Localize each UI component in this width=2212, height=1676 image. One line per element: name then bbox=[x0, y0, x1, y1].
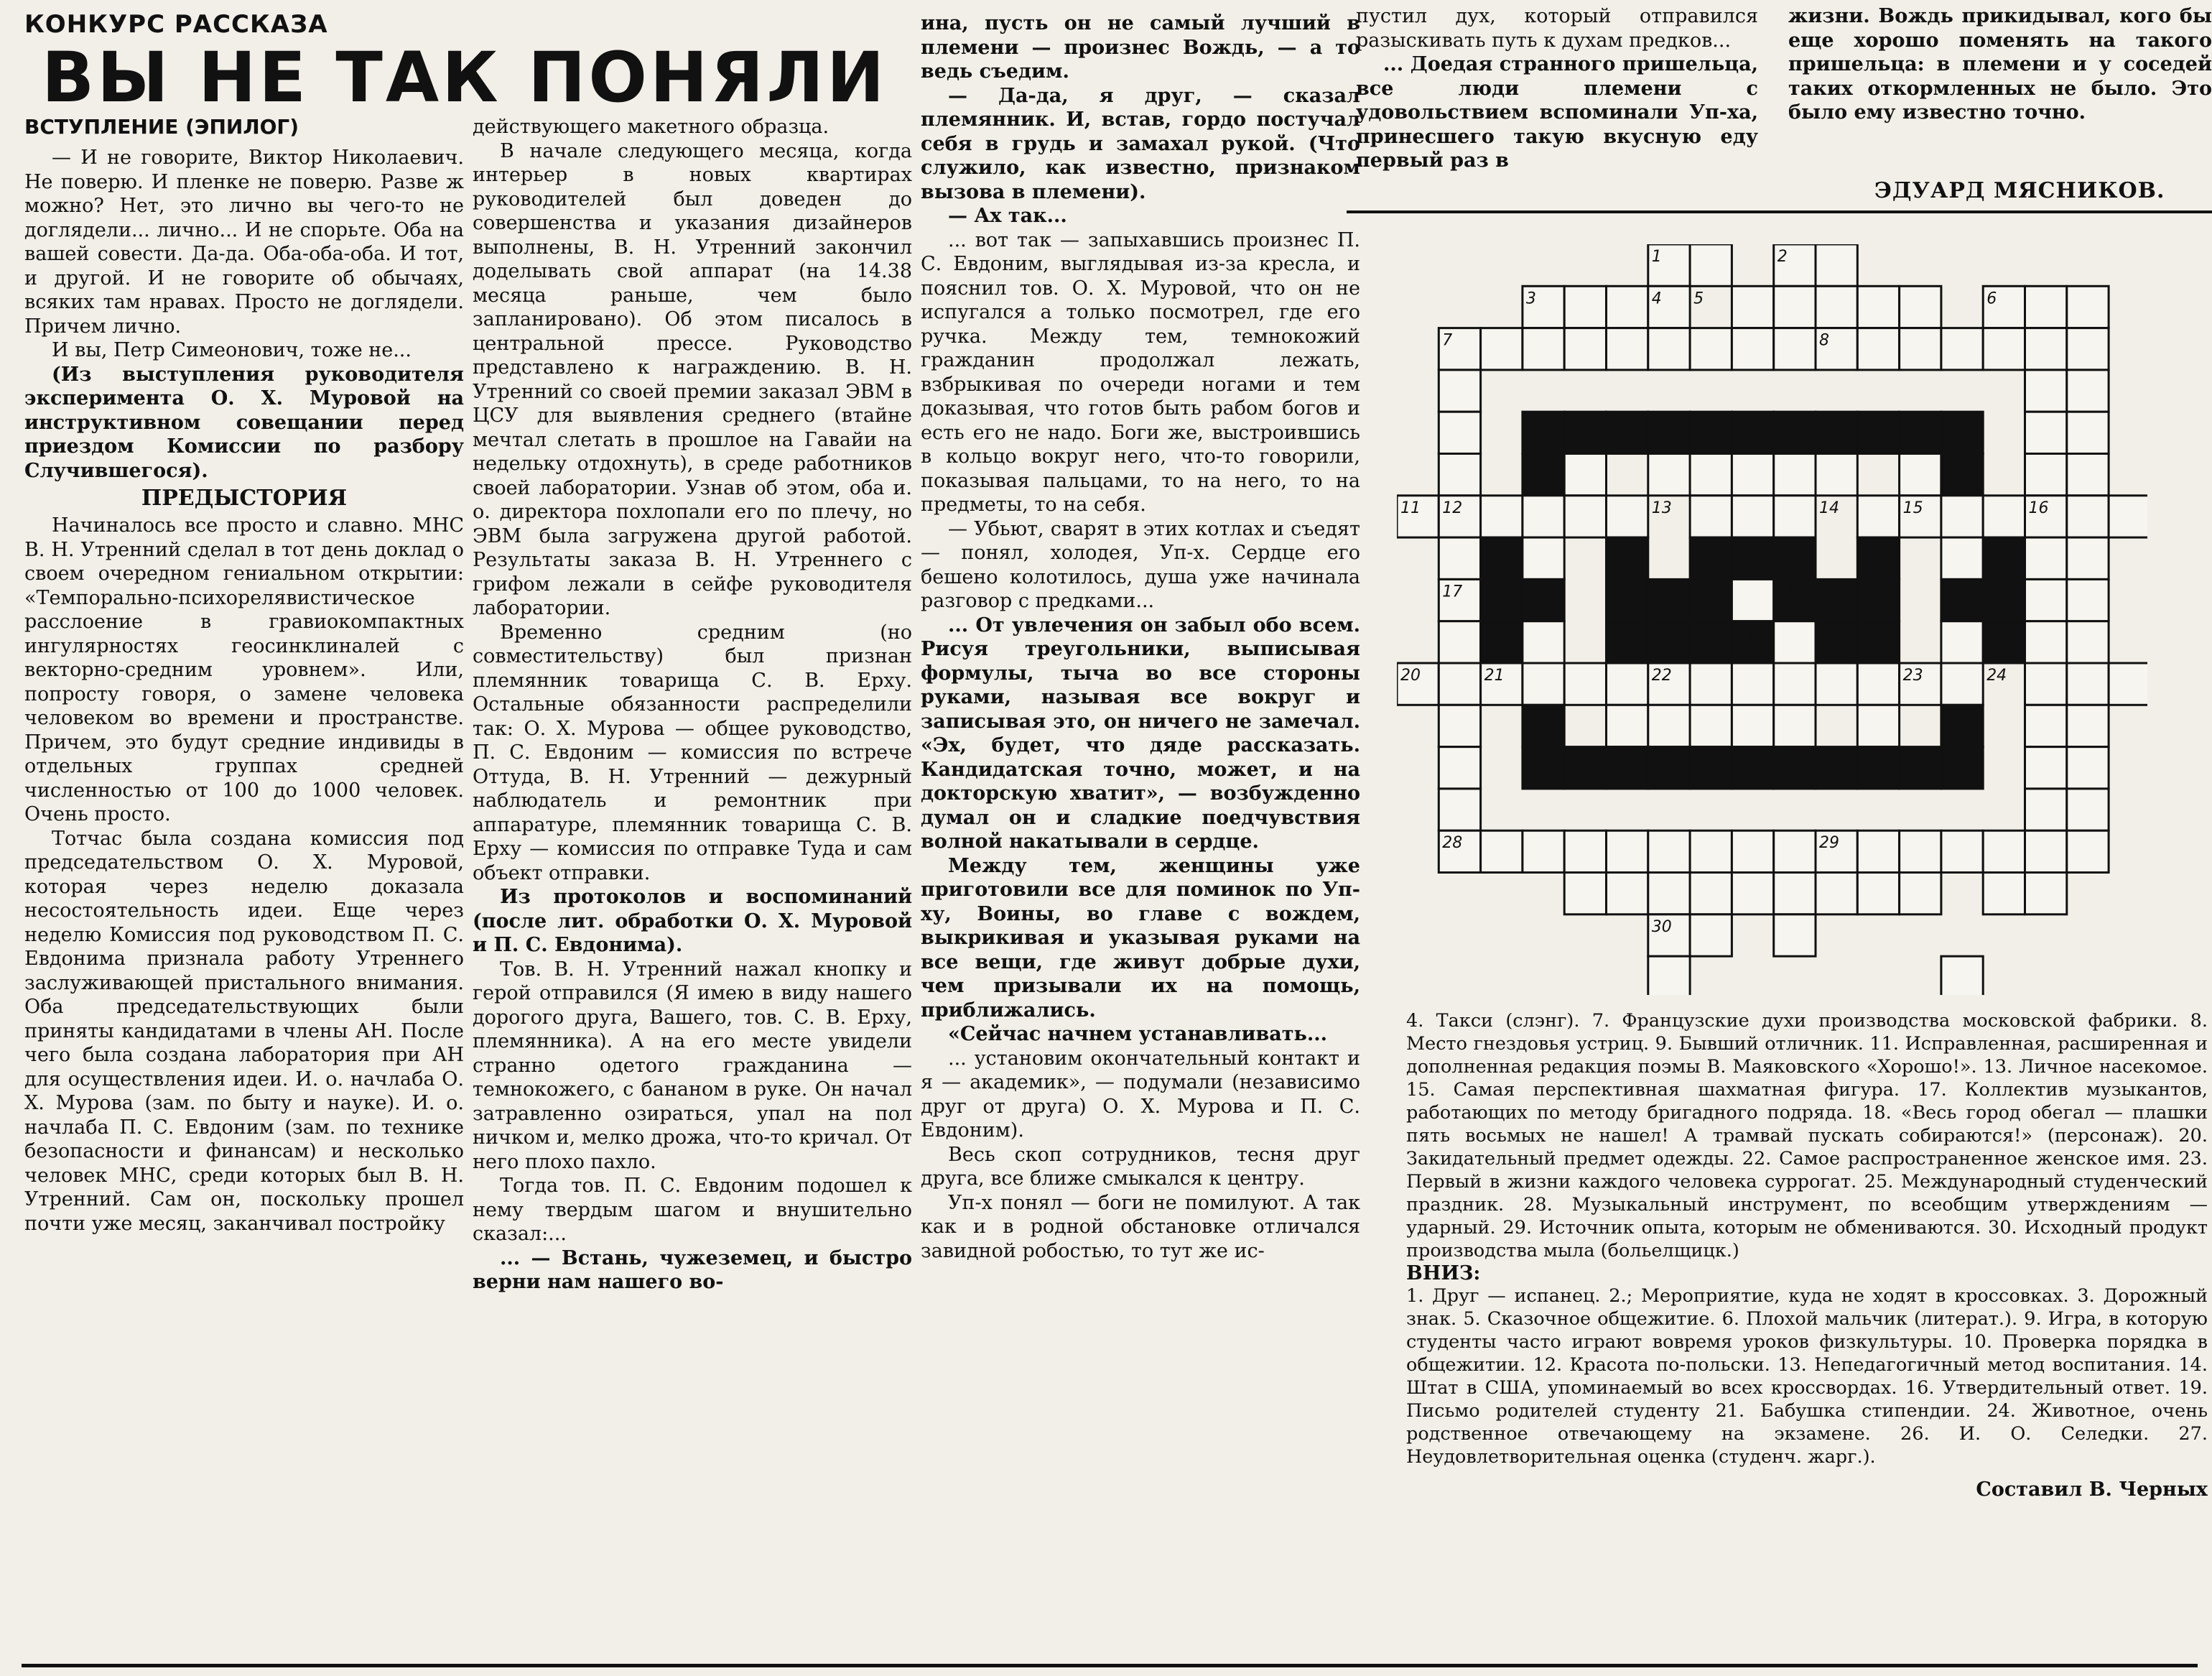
white-cell[interactable] bbox=[1732, 496, 1773, 537]
story-column-1 bbox=[24, 115, 464, 1659]
white-cell[interactable] bbox=[1900, 873, 1941, 915]
white-cell[interactable] bbox=[1523, 537, 1564, 579]
black-cell bbox=[1732, 412, 1773, 453]
white-cell[interactable] bbox=[2067, 747, 2109, 789]
white-cell[interactable] bbox=[1774, 621, 1816, 663]
cell-number: 30 bbox=[1651, 917, 1672, 936]
black-cell bbox=[1690, 579, 1732, 621]
cell-number: 13 bbox=[1651, 499, 1672, 517]
white-cell[interactable] bbox=[1983, 873, 2025, 915]
paragraph: Между тем, женщины уже приготовили все для поминок по Уп-ху, Воины, во главе с вождем, выкрикивая и указывая руками на все вещи, где живут добрые духи, чем призывали их на помощь, приближались. bbox=[921, 854, 1360, 1022]
black-cell bbox=[1607, 412, 1648, 453]
white-cell[interactable] bbox=[1690, 873, 1732, 915]
white-cell[interactable] bbox=[1983, 830, 2025, 872]
white-cell[interactable] bbox=[1941, 956, 1983, 995]
author-signature: ЭДУАРД МЯСНИКОВ. bbox=[1874, 178, 2165, 203]
white-cell[interactable] bbox=[1690, 454, 1732, 496]
cell-number: 28 bbox=[1442, 834, 1463, 853]
white-cell[interactable] bbox=[2025, 286, 2067, 328]
white-cell[interactable] bbox=[1607, 873, 1648, 915]
white-cell[interactable] bbox=[2025, 789, 2067, 830]
white-cell[interactable] bbox=[1857, 328, 1899, 370]
white-cell[interactable] bbox=[2067, 328, 2109, 370]
white-cell[interactable] bbox=[2067, 789, 2109, 830]
cell-number: 16 bbox=[2028, 499, 2049, 517]
white-cell[interactable] bbox=[1481, 496, 1523, 537]
white-cell[interactable] bbox=[1523, 663, 1564, 705]
source-note: (Из выступления руководителя эксперимента О. Х. Муровой на инструктивном совещании перед приездом Комиссии по разбору Случившегося). bbox=[24, 363, 464, 482]
white-cell[interactable] bbox=[2067, 830, 2109, 872]
black-cell bbox=[1690, 747, 1732, 789]
white-cell[interactable] bbox=[1564, 873, 1606, 915]
white-cell[interactable] bbox=[1774, 873, 1816, 915]
white-cell[interactable] bbox=[1607, 286, 1648, 328]
cell-number: 7 bbox=[1442, 331, 1453, 350]
white-cell[interactable] bbox=[1607, 705, 1648, 746]
white-cell[interactable] bbox=[1774, 915, 1816, 956]
paragraph: Тогда тов. П. С. Евдоним подошел к нему твердым шагом и внушительно сказал:... bbox=[473, 1175, 912, 1245]
white-cell[interactable] bbox=[2067, 579, 2109, 621]
cell-number: 24 bbox=[1986, 667, 2007, 685]
cell-number: 10 bbox=[1902, 415, 1923, 434]
white-cell[interactable] bbox=[1648, 830, 1690, 872]
white-cell[interactable] bbox=[1648, 705, 1690, 746]
white-cell[interactable] bbox=[1732, 286, 1773, 328]
cell-number: 5 bbox=[1693, 290, 1704, 308]
black-cell bbox=[1523, 412, 1564, 453]
headline: ВЫ НЕ ТАК ПОНЯЛИ bbox=[42, 37, 888, 118]
white-cell[interactable] bbox=[2025, 747, 2067, 789]
black-cell bbox=[1690, 537, 1732, 579]
black-cell bbox=[1607, 747, 1648, 789]
white-cell[interactable] bbox=[1481, 830, 1523, 872]
cell-number: 25 bbox=[1568, 750, 1589, 769]
white-cell[interactable] bbox=[1690, 915, 1732, 956]
white-cell[interactable] bbox=[1857, 873, 1899, 915]
black-cell bbox=[1857, 579, 1899, 621]
white-cell[interactable] bbox=[1857, 830, 1899, 872]
white-cell[interactable] bbox=[1648, 454, 1690, 496]
white-cell[interactable] bbox=[1439, 454, 1480, 496]
white-cell[interactable] bbox=[2067, 286, 2109, 328]
bottom-rule bbox=[22, 1664, 2198, 1667]
white-cell[interactable] bbox=[2109, 663, 2147, 705]
cell-number: 15 bbox=[1902, 499, 1923, 517]
white-cell[interactable] bbox=[1439, 789, 1480, 830]
cell-number: 18 bbox=[1777, 583, 1798, 601]
white-cell[interactable] bbox=[1523, 621, 1564, 663]
black-cell bbox=[1816, 412, 1857, 453]
crossword-grid bbox=[1397, 244, 2147, 995]
cell-number: 22 bbox=[1651, 667, 1672, 685]
white-cell[interactable] bbox=[1732, 830, 1773, 872]
white-cell[interactable] bbox=[1607, 496, 1648, 537]
black-cell bbox=[1523, 705, 1564, 746]
white-cell[interactable] bbox=[2025, 412, 2067, 453]
white-cell[interactable] bbox=[1900, 328, 1941, 370]
black-cell bbox=[1983, 537, 2025, 579]
black-cell bbox=[1607, 621, 1648, 663]
cell-number: 23 bbox=[1902, 667, 1923, 685]
white-cell[interactable] bbox=[1941, 496, 1983, 537]
white-cell[interactable] bbox=[2067, 537, 2109, 579]
horizontal-rule bbox=[1347, 210, 2212, 213]
paragraph: ина, пусть он не самый лучший в племени — произнес Вождь, — а то ведь съедим. bbox=[921, 12, 1360, 83]
story-column-5 bbox=[1788, 4, 2212, 155]
white-cell[interactable] bbox=[1690, 663, 1732, 705]
white-cell[interactable] bbox=[2025, 328, 2067, 370]
white-cell[interactable] bbox=[1983, 328, 2025, 370]
black-cell bbox=[1523, 579, 1564, 621]
paragraph: Весь скоп сотрудников, тесня друг друга, все ближе смыкался к центру. bbox=[921, 1143, 1360, 1190]
white-cell[interactable] bbox=[2067, 621, 2109, 663]
white-cell[interactable] bbox=[1648, 956, 1690, 995]
cell-number: 20 bbox=[1400, 667, 1421, 685]
black-cell bbox=[1941, 579, 1983, 621]
paragraph: Тов. В. Н. Утренний нажал кнопку и герой отправился (Я имею в виду нашего дорогого друга, Вашего, тов. С. В. Ерху, племянника). А на его месте увидели странно одетого гражданина — темнокожего, с бананом в руке. Он начал затравленно озираться, упал на пол ничком и, мелко дрожа, что-то кричал. От него плохо пахло. bbox=[473, 958, 912, 1173]
clues-down-heading: ВНИЗ: bbox=[1406, 1262, 1481, 1284]
cell-number: 9 bbox=[1568, 415, 1579, 434]
black-cell bbox=[1481, 537, 1523, 579]
paragraph: — И не говорите, Виктор Николаевич. Не поверю. И пленке не поверю. Разве ж можно? Нет, это лично вы чего-то не доглядели... лично... И не спорьте. Оба на вашей совести. Да-да. Оба-оба-оба. И тот, и другой. И не говорите об обычаях, всяких там нравах. Просто не доглядели. Причем лично. bbox=[24, 147, 464, 338]
black-cell bbox=[1983, 621, 2025, 663]
white-cell[interactable] bbox=[2067, 663, 2109, 705]
white-cell[interactable] bbox=[1523, 328, 1564, 370]
white-cell[interactable] bbox=[1941, 663, 1983, 705]
white-cell[interactable] bbox=[1564, 663, 1606, 705]
white-cell[interactable] bbox=[2025, 663, 2067, 705]
black-cell bbox=[1523, 454, 1564, 496]
crossword-clues bbox=[1406, 1009, 2208, 1663]
black-cell bbox=[1481, 579, 1523, 621]
white-cell[interactable] bbox=[1941, 328, 1983, 370]
black-cell bbox=[1941, 412, 1983, 453]
white-cell[interactable] bbox=[1816, 663, 1857, 705]
white-cell[interactable] bbox=[1941, 830, 1983, 872]
paragraph: жизни. Вождь прикидывал, кого бы еще хорошо поменять на такого пришельца: в племени и у соседей таких откормленных не было. Это было ему известно точно. bbox=[1788, 5, 2212, 124]
black-cell bbox=[1857, 747, 1899, 789]
paragraph: И вы, Петр Симеонович, тоже не... bbox=[52, 339, 412, 361]
cell-number: 14 bbox=[1819, 499, 1839, 517]
white-cell[interactable] bbox=[1774, 286, 1816, 328]
white-cell[interactable] bbox=[2067, 370, 2109, 412]
paragraph: ... — Встань, чужеземец, и быстро верни нам нашего во- bbox=[473, 1246, 912, 1293]
black-cell bbox=[1857, 537, 1899, 579]
white-cell[interactable] bbox=[2025, 830, 2067, 872]
white-cell[interactable] bbox=[1900, 286, 1941, 328]
white-cell[interactable] bbox=[1732, 873, 1773, 915]
black-cell bbox=[1607, 579, 1648, 621]
white-cell[interactable] bbox=[1732, 328, 1773, 370]
clues-across: 4. Такси (слэнг). 7. Французские духи производства московской фабрики. 8. Место гнездовья устриц. 9. Бывший отличник. 11. Исправленная, расширенная и дополненная редакция поэмы В. Маяковского «Хорошо!». 13. Личное насекомое. 15. Самая перспективная шахматная фигура. 17. Коллектив музыкантов, работающих по методу бригадного подряда. 18. «Весь город обегал — плашки пять восьмых не нашел! А трамвай пускать собираются!» (персонаж). 20. Закидательный предмет одежды. 22. Самое распространенное женское имя. 23. Первый в жизни каждого человека суррогат. 25. Международный студенческий праздник. 28. Музыкальный инструмент, по всеобщим утверждениям — ударный. 29. Источник опыта, которым не обмениваются. 30. Исходный продукт производства мыла (больелщицк.) bbox=[1406, 1010, 2208, 1261]
white-cell[interactable] bbox=[1439, 705, 1480, 746]
black-cell bbox=[1648, 621, 1690, 663]
paragraph: действующего макетного образца. bbox=[473, 116, 830, 138]
white-cell[interactable] bbox=[1857, 663, 1899, 705]
cell-number: 27 bbox=[1819, 750, 1839, 769]
black-cell bbox=[1983, 579, 2025, 621]
white-cell[interactable] bbox=[2067, 412, 2109, 453]
compiler-signature: Составил В. Черных bbox=[1976, 1478, 2208, 1501]
white-cell[interactable] bbox=[1690, 244, 1732, 286]
black-cell bbox=[1857, 412, 1899, 453]
white-cell[interactable] bbox=[1607, 328, 1648, 370]
white-cell[interactable] bbox=[1816, 286, 1857, 328]
paragraph: ... От увлечения он забыл обо всем. Рисуя треугольники, выписывая формулы, тыча во все стороны руками, называя все вокруг и записывая это, он ничего не замечал. «Эх, будет, что дяде рассказать. Кандидатская точно, может, и на докторскую хватит», — возбужденно думал он и сладкие поедчувствия волной накатывали в сердце. bbox=[921, 614, 1360, 853]
white-cell[interactable] bbox=[2025, 705, 2067, 746]
intro-heading: ВСТУПЛЕНИЕ (ЭПИЛОГ) bbox=[24, 115, 299, 139]
white-cell[interactable] bbox=[1857, 286, 1899, 328]
white-cell[interactable] bbox=[1732, 579, 1773, 621]
cell-number: 21 bbox=[1484, 667, 1505, 685]
black-cell bbox=[1648, 412, 1690, 453]
white-cell[interactable] bbox=[1774, 705, 1816, 746]
white-cell[interactable] bbox=[1941, 537, 1983, 579]
white-cell[interactable] bbox=[1690, 496, 1732, 537]
black-cell bbox=[1900, 747, 1941, 789]
paragraph: В начале следующего месяца, когда интерьер в новых квартирах руководителей был доведен до совершенства и указания дизайнеров выполнены, В. Н. Утренний закончил доделывать свой аппарат (на 14.38 месяца раньше, чем было запланировано). Об этом писалось в центральной прессе. Руководство представлено к награждению. В. Н. Утренний со своей премии заказал ЭВМ в ЦСУ для выявления среднего (втайне мечтал слетать в прошлое на Гавайи на недельку отдохнуть), в среде работников своей лаборатории. Узнав об этом, оба и. о. директора похлопали его по плечу, но ЭВМ была загружена другой работой. Результаты заказа В. Н. Утреннего с грифом лежали в сейфе руководителя лаборатории. bbox=[473, 139, 912, 619]
black-cell bbox=[1732, 747, 1773, 789]
paragraph: пустил дух, который отправился разыскивать путь к духам предков... bbox=[1356, 5, 1758, 52]
paragraph: ... установим окончательный контакт и я — академик», — подумали (независимо друг от друга) О. Х. Мурова и П. С. Евдоним). bbox=[921, 1047, 1360, 1142]
white-cell[interactable] bbox=[1439, 747, 1480, 789]
white-cell[interactable] bbox=[1439, 621, 1480, 663]
white-cell[interactable] bbox=[1774, 454, 1816, 496]
paragraph: Начиналось все просто и славно. МНС В. Н. Утренний сделал в тот день доклад о своем очередном гениальном открытии: «Темпорально-психорелявистическое расслоение в гравиокомпактных ингулярностях геосинклиналей с векторно-средним уровнем». Или, попросту говоря, о замене человека человеком во времени и пространстве. Причем, это будут средние индивиды в отдельных группах средней численностью от 100 до 1000 человек. Очень просто. bbox=[24, 514, 464, 825]
cell-number: 19 bbox=[1735, 624, 1756, 643]
black-cell bbox=[1648, 579, 1690, 621]
white-cell[interactable] bbox=[2025, 579, 2067, 621]
white-cell[interactable] bbox=[1774, 663, 1816, 705]
paragraph: ... вот так — запыхавшись произнес П. С. Евдоним, выглядывая из-за кресла, и пояснил тов. О. Х. Муровой, что он не испугался а только посмотрел, где его ручка. Между тем, темнокожий гражданин продолжал лежать, взбрыкивая по очереди ногами и тем доказывая, что готов быть рабом богов и есть его не надо. Боги же, выстроившись в кольцо вокруг него, что-то говорили, показывая пальцами, то на него, то на предметы, то на себя. bbox=[921, 228, 1360, 516]
paragraph: — Убьют, сварят в этих котлах и съедят — понял, холодея, Уп-х. Сердце его бешено колотилось, душа уже начинала разговор с предками... bbox=[921, 517, 1360, 612]
white-cell[interactable] bbox=[2067, 454, 2109, 496]
white-cell[interactable] bbox=[1564, 454, 1606, 496]
black-cell bbox=[1690, 412, 1732, 453]
white-cell[interactable] bbox=[1481, 328, 1523, 370]
white-cell[interactable] bbox=[1690, 830, 1732, 872]
cell-number: 29 bbox=[1819, 834, 1839, 853]
white-cell[interactable] bbox=[1439, 412, 1480, 453]
white-cell[interactable] bbox=[1941, 621, 1983, 663]
white-cell[interactable] bbox=[1564, 496, 1606, 537]
white-cell[interactable] bbox=[2025, 873, 2067, 915]
section-heading: ПРЕДЫСТОРИЯ bbox=[141, 486, 348, 511]
white-cell[interactable] bbox=[1774, 830, 1816, 872]
cell-number: 6 bbox=[1986, 290, 1997, 308]
source-note: Из протоколов и воспоминаний (после лит. обработки О. Х. Муровой и П. С. Евдонима). bbox=[473, 886, 912, 956]
white-cell[interactable] bbox=[1564, 328, 1606, 370]
white-cell[interactable] bbox=[1816, 454, 1857, 496]
white-cell[interactable] bbox=[1774, 328, 1816, 370]
white-cell[interactable] bbox=[1607, 663, 1648, 705]
black-cell bbox=[1816, 621, 1857, 663]
white-cell[interactable] bbox=[1439, 663, 1480, 705]
white-cell[interactable] bbox=[1816, 244, 1857, 286]
white-cell[interactable] bbox=[1523, 830, 1564, 872]
black-cell bbox=[1941, 705, 1983, 746]
black-cell bbox=[1774, 412, 1816, 453]
paragraph: ... Доедая странного пришельца, все люди племени с удовольствием вспоминали Уп-ха, принесшего такую вкусную еду первый раз в bbox=[1356, 53, 1758, 172]
black-cell bbox=[1732, 537, 1773, 579]
rubric: КОНКУРС РАССКАЗА bbox=[24, 10, 328, 39]
cell-number: 17 bbox=[1442, 583, 1463, 601]
white-cell[interactable] bbox=[1857, 496, 1899, 537]
white-cell[interactable] bbox=[1732, 454, 1773, 496]
white-cell[interactable] bbox=[1523, 496, 1564, 537]
white-cell[interactable] bbox=[2025, 454, 2067, 496]
white-cell[interactable] bbox=[2109, 496, 2147, 537]
white-cell[interactable] bbox=[1816, 873, 1857, 915]
cell-number: 3 bbox=[1525, 290, 1536, 308]
paragraph: Тотчас была создана комиссия под председательством О. Х. Муровой, которая через неделю доказала несостоятельность идеи. Еще через неделю Комиссия под руководством П. С. Евдонима признала работу Утреннего заслуживающей пристального внимания. Оба председательствующих были приняты кандидатами в члены АН. После чего была создана лаборатория при АН для осуществления идеи. И. о. начлаба О. Х. Мурова (зам. по быту и науке). И. о. начлаба П. С. Евдоним (зам. по технике безопасности и финансам) и несколько человек МНС, среди которых был В. Н. Утренний. Сам он, поскольку прошел почти уже месяц, заканчивал постройку bbox=[24, 827, 464, 1235]
black-cell bbox=[1816, 579, 1857, 621]
white-cell[interactable] bbox=[1732, 705, 1773, 746]
white-cell[interactable] bbox=[1648, 873, 1690, 915]
cell-number: 12 bbox=[1442, 499, 1463, 517]
story-column-2 bbox=[473, 115, 912, 1659]
black-cell bbox=[1857, 621, 1899, 663]
cell-number: 8 bbox=[1819, 331, 1829, 350]
white-cell[interactable] bbox=[2067, 705, 2109, 746]
cell-number: 2 bbox=[1777, 248, 1788, 266]
white-cell[interactable] bbox=[2025, 621, 2067, 663]
white-cell[interactable] bbox=[1690, 328, 1732, 370]
white-cell[interactable] bbox=[1564, 830, 1606, 872]
paragraph: «Сейчас начнем устанавливать... bbox=[948, 1023, 1328, 1045]
cell-number: 1 bbox=[1651, 248, 1662, 266]
white-cell[interactable] bbox=[1648, 328, 1690, 370]
white-cell[interactable] bbox=[1690, 705, 1732, 746]
story-column-3 bbox=[921, 11, 1360, 1659]
white-cell[interactable] bbox=[1857, 705, 1899, 746]
white-cell[interactable] bbox=[1439, 370, 1480, 412]
white-cell[interactable] bbox=[2025, 537, 2067, 579]
cell-number: 26 bbox=[1651, 750, 1672, 769]
white-cell[interactable] bbox=[1439, 537, 1480, 579]
clues-down: 1. Друг — испанец. 2.; Мероприятие, куда не ходят в кроссовках. 3. Дорожный знак. 5. Сказочное общежитие. 6. Плохой мальчик (литерат.). 9. Игра, в которую студенты часто играют вовремя уроков физкультуры. 10. Проверка порядка в общежитии. 12. Красота по-польски. 13. Непедагогичный метод воспитания. 14. Штат в США, упоминаемый во всех кроссвордах. 16. Утвердительный ответ. 19. Письмо родителей студенту 21. Бабушка стипендии. 24. Животное, очень родственное отвечающему на экзамене. 26. И. О. Селедки. 27. Неудовлетворительная оценка (студенч. жарг.). bbox=[1406, 1285, 2208, 1468]
white-cell[interactable] bbox=[2067, 496, 2109, 537]
white-cell[interactable] bbox=[1900, 830, 1941, 872]
white-cell[interactable] bbox=[1607, 830, 1648, 872]
white-cell[interactable] bbox=[1774, 496, 1816, 537]
paragraph: — Да-да, я друг, — сказал племянник. И, встав, гордо постучал себя в грудь и замахал рукой. (Что служило, как известно, признаком вызова в племени). bbox=[921, 84, 1360, 203]
white-cell[interactable] bbox=[1900, 454, 1941, 496]
paragraph: — Ах так... bbox=[948, 205, 1067, 227]
white-cell[interactable] bbox=[1732, 663, 1773, 705]
black-cell bbox=[1607, 537, 1648, 579]
cell-number: 11 bbox=[1400, 499, 1421, 517]
white-cell[interactable] bbox=[2025, 370, 2067, 412]
black-cell bbox=[1941, 747, 1983, 789]
black-cell bbox=[1774, 537, 1816, 579]
black-cell bbox=[1481, 621, 1523, 663]
paragraph: Временно средним (но совместительству) был признан племянник товарища С. В. Ерху. Остальные обязанности распределили так: О. Х. Мурова — общее руководство, П. С. Евдоним — комиссия по встрече Оттуда, В. Н. Утренний — дежурный наблюдатель и ремонтник при аппаратуре, племянник товарища С. В. Ерху — комиссия по отправке Туда и сам объект отправки. bbox=[473, 621, 912, 884]
black-cell bbox=[1941, 454, 1983, 496]
cell-number: 4 bbox=[1651, 290, 1662, 308]
black-cell bbox=[1774, 747, 1816, 789]
paragraph: Уп-х понял — боги не помилуют. А так как и в родной обстановке отличался завидной робостью, то тут же ис- bbox=[921, 1191, 1360, 1262]
white-cell[interactable] bbox=[1983, 496, 2025, 537]
white-cell[interactable] bbox=[1564, 286, 1606, 328]
black-cell bbox=[1523, 747, 1564, 789]
story-column-4 bbox=[1356, 4, 1758, 213]
black-cell bbox=[1690, 621, 1732, 663]
